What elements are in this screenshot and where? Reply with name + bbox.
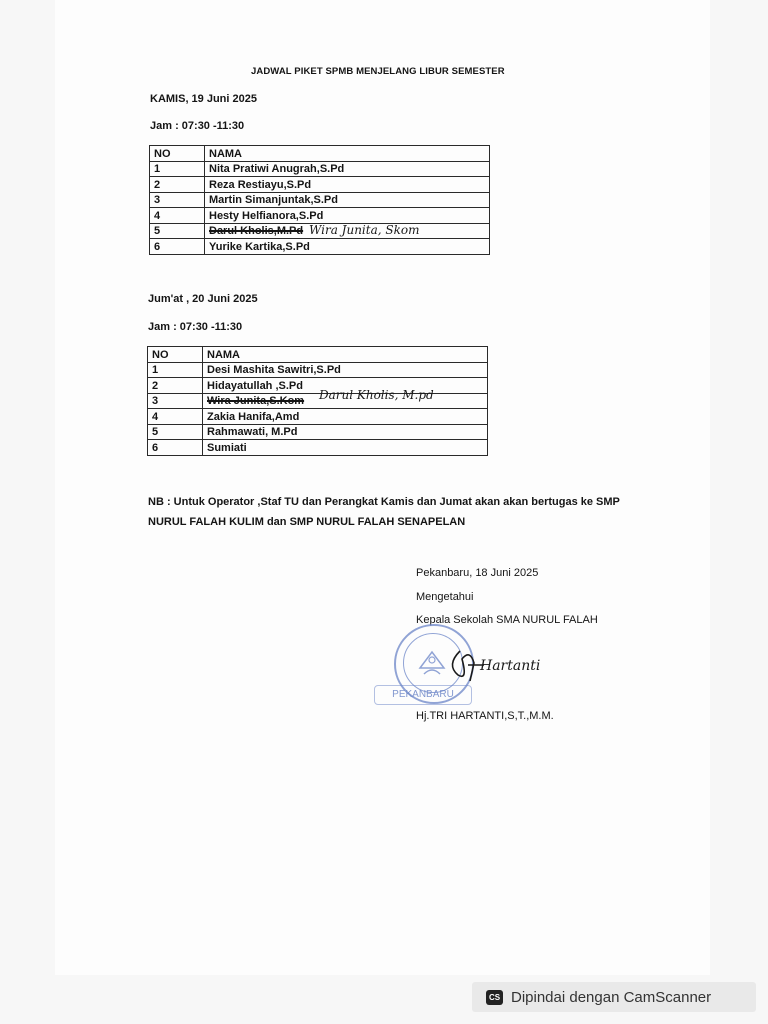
row-name: Desi Mashita Sawitri,S.Pd	[203, 362, 488, 378]
row-no: 4	[148, 409, 203, 425]
header-nama: NAMA	[205, 146, 490, 162]
row-no: 4	[150, 208, 205, 224]
row-name: Hesty Helfianora,S.Pd	[205, 208, 490, 224]
handwritten-replacement: Wira Junita, Skom	[309, 222, 420, 237]
day1-time: Jam : 07:30 -11:30	[150, 120, 245, 132]
note-paragraph: NB : Untuk Operator ,Staf TU dan Perangkat Kamis dan Jumat akan akan bertugas ke SMP NURUL FALAH KULIM dan SMP NURUL FALAH SENAPELAN	[148, 496, 620, 528]
row-no: 3	[150, 192, 205, 208]
header-no: NO	[150, 146, 205, 162]
table-row	[150, 223, 490, 239]
day1-date: KAMIS, 19 Juni 2025	[150, 93, 257, 105]
header-no: NO	[148, 347, 203, 363]
table-row	[148, 378, 488, 394]
row-name: Hidayatullah ,S.Pd	[203, 378, 488, 394]
row-no: 2	[148, 378, 203, 394]
table-row	[148, 362, 488, 378]
acknowledge-label: Mengetahui	[416, 591, 474, 603]
table-row	[148, 409, 488, 425]
row-no: 6	[150, 239, 205, 255]
row-no: 5	[148, 424, 203, 440]
row-name: Reza Restiayu,S.Pd	[205, 177, 490, 193]
scanner-text: Dipindai dengan CamScanner	[511, 988, 712, 1006]
table-row	[150, 177, 490, 193]
table-header-row	[148, 347, 488, 363]
row-name: Nita Pratiwi Anugrah,S.Pd	[205, 161, 490, 177]
table-row	[150, 208, 490, 224]
row-no: 3	[148, 393, 203, 409]
place-date: Pekanbaru, 18 Juni 2025	[416, 567, 539, 579]
handwritten-replacement: Darul Kholis, M.pd	[319, 387, 434, 402]
row-no: 1	[150, 161, 205, 177]
table-row	[150, 161, 490, 177]
row-name: Yurike Kartika,S.Pd	[205, 239, 490, 255]
schedule-table-day1	[149, 145, 490, 255]
struck-name: Wira Junita,S.Kom	[207, 395, 305, 407]
camscanner-icon: CS	[486, 990, 503, 1005]
row-name: Rahmawati, M.Pd	[203, 424, 488, 440]
day2-time: Jam : 07:30 -11:30	[148, 321, 243, 333]
row-no: 1	[148, 362, 203, 378]
stamp-label: PEKANBARU	[374, 685, 472, 705]
signature-handwriting: Hartanti	[480, 658, 541, 674]
row-name-cell	[203, 387, 488, 409]
row-name: Martin Simanjuntak,S.Pd	[205, 192, 490, 208]
row-no: 2	[150, 177, 205, 193]
table-header-row	[150, 146, 490, 162]
day2-date: Jum'at , 20 Juni 2025	[148, 293, 258, 305]
row-no: 6	[148, 440, 203, 456]
struck-name: Darul Kholis,M.Pd	[209, 225, 304, 237]
table-row	[150, 192, 490, 208]
table-row	[148, 440, 488, 456]
row-no: 5	[150, 223, 205, 239]
row-name-cell	[205, 223, 490, 239]
table-row	[150, 239, 490, 255]
position-label: Kepala Sekolah SMA NURUL FALAH	[416, 614, 598, 626]
row-name: Sumiati	[203, 440, 488, 456]
row-name: Zakia Hanifa,Amd	[203, 409, 488, 425]
header-nama: NAMA	[203, 347, 488, 363]
signatory-name: Hj.TRI HARTANTI,S,T.,M.M.	[416, 710, 554, 722]
document-title: JADWAL PIKET SPMB MENJELANG LIBUR SEMESTER	[251, 66, 505, 77]
table-row	[148, 424, 488, 440]
schedule-table-day2	[147, 346, 488, 456]
table-row	[148, 393, 488, 409]
scanner-watermark	[472, 982, 756, 1012]
